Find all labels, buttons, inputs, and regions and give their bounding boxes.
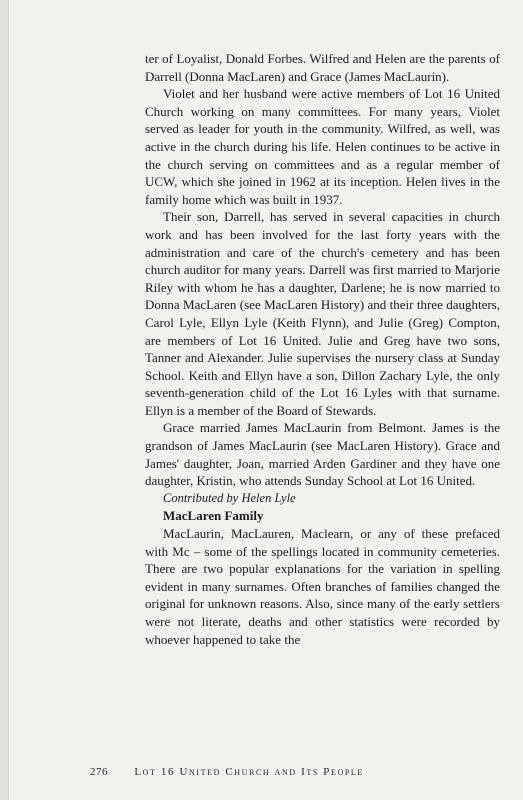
page-footer [90, 766, 364, 778]
section-heading: MacLaren Family [163, 508, 264, 524]
paragraph-5: MacLaurin, MacLauren, Maclearn, or any of these prefaced with Mc – some of the spellings located in community cemeteries. There are two popular explanations for the variation in spelling evident in many surnames. Often branches of families changed the original for unknown reasons. Also, since many of the early settlers were not literate, deaths and other statistics were recorded by whoever happened to take the [145, 526, 500, 647]
paragraph-3: Their son, Darrell, has served in several capacities in church work and has been involved for the last forty years with the administration and care of the church's cemetery and has been church auditor for many years. Darrell was first married to Marjorie Riley with whom he has a daughter, Darlene; he is now married to Donna MacLaren (see MacLaren History) and their three daughters, Carol Lyle, Ellyn Lyle (Keith Flynn), and Julie (Greg) Compton, are members of Lot 16 United. Julie and Greg have two sons, Tanner and Alexander. Julie supervises the nursery class at Sunday School. Keith and Ellyn have a son, Dillon Zachary Lyle, the only seventh-generation child of the Lot 16 Lyles with that surname. Ellyn is a member of the Board of Stewards. [145, 209, 500, 418]
paragraph-2: Violet and her husband were active members of Lot 16 United Church working on many committees. For many years, Violet served as leader for youth in the community. Wilfred, as well, was active in the church during his life. Helen continues to be active in the church serving on committees and as a regular member of UCW, which she joined in 1962 at its inception. Helen lives in the family home which was built in 1937. [145, 86, 500, 207]
paragraph-1: ter of Loyalist, Donald Forbes. Wilfred and Helen are the parents of Darrell (Donna MacLaren) and Grace (James MacLaurin). [145, 51, 500, 84]
contributor-credit: Contributed by Helen Lyle [163, 490, 296, 505]
page-edge [0, 0, 9, 800]
page-number: 276 [90, 766, 108, 778]
book-title: Lot 16 United Church and Its People [134, 766, 364, 778]
paragraph-4: Grace married James MacLaurin from Belmont. James is the grandson of James MacLaurin (see MacLaren History). Grace and James' daughter, Joan, married Arden Gardiner and they have one daughter, Kristin, who attends Sunday School at Lot 16 United. [145, 420, 500, 489]
text-column [145, 50, 500, 648]
